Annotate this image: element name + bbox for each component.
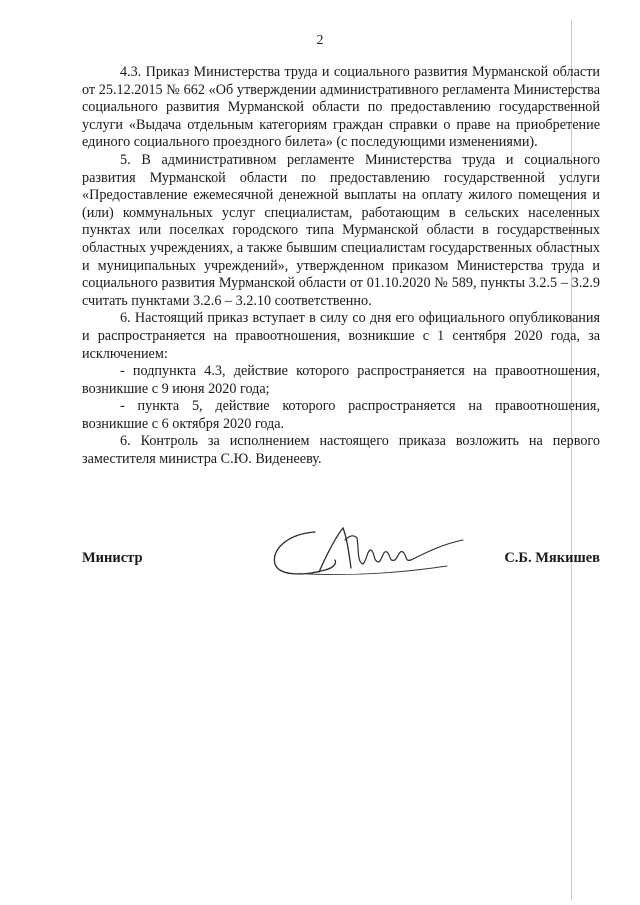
signer-name: С.Б. Мякишев [504,550,600,566]
paragraph-6-control: 6. Контроль за исполнением настоящего приказа возложить на первого заместителя министра С.Ю. Виденееву. [82,433,600,468]
handwritten-signature [267,520,467,590]
signature-block [82,520,600,590]
paragraph-4-3: 4.3. Приказ Министерства труда и социального развития Мурманской области от 25.12.2015 № 662 «Об утверждении административного регламента Министерства социального развития Мурманской области по предоставлению государственной услуги «Выдача отдельным категориям граждан справки о праве на приобретение единого социального проездного билета» (с последующими изменениями). [82,64,600,151]
page-number: 2 [316,33,324,48]
exception-point-5: - пункта 5, действие которого распространяется на правоотношения, возникшие с 6 октября 2020 года. [82,398,600,432]
position-label: Министр [82,550,143,566]
document-body [82,64,600,469]
paragraph-5: 5. В административном регламенте Министерства труда и социального развития Мурманской области по предоставлению государственной услуги «Предоставление ежемесячной денежной выплаты на оплату жилого помещения и (или) коммунальных услуг специалистам, работающим в сельских населенных пунктах или поселках городского типа Мурманской области в государственных областных учреждениях, а также бывшим специалистам государственных областных и муниципальных учреждений», утвержденном приказом Министерства труда и социального развития Мурманской области от 01.10.2020 № 589, пункты 3.2.5 – 3.2.9 считать пунктами 3.2.6 – 3.2.10 соответственно. [82,151,600,309]
paragraph-6-effective-date: 6. Настоящий приказ вступает в силу со дня его официального опубликования и распространяется на правоотношения, возникшие с 1 сентября 2020 года, за исключением: [82,310,600,362]
exception-subpoint-4-3: - подпункта 4.3, действие которого распространяется на правоотношения, возникшие с 9 июня 2020 года; [82,363,600,397]
